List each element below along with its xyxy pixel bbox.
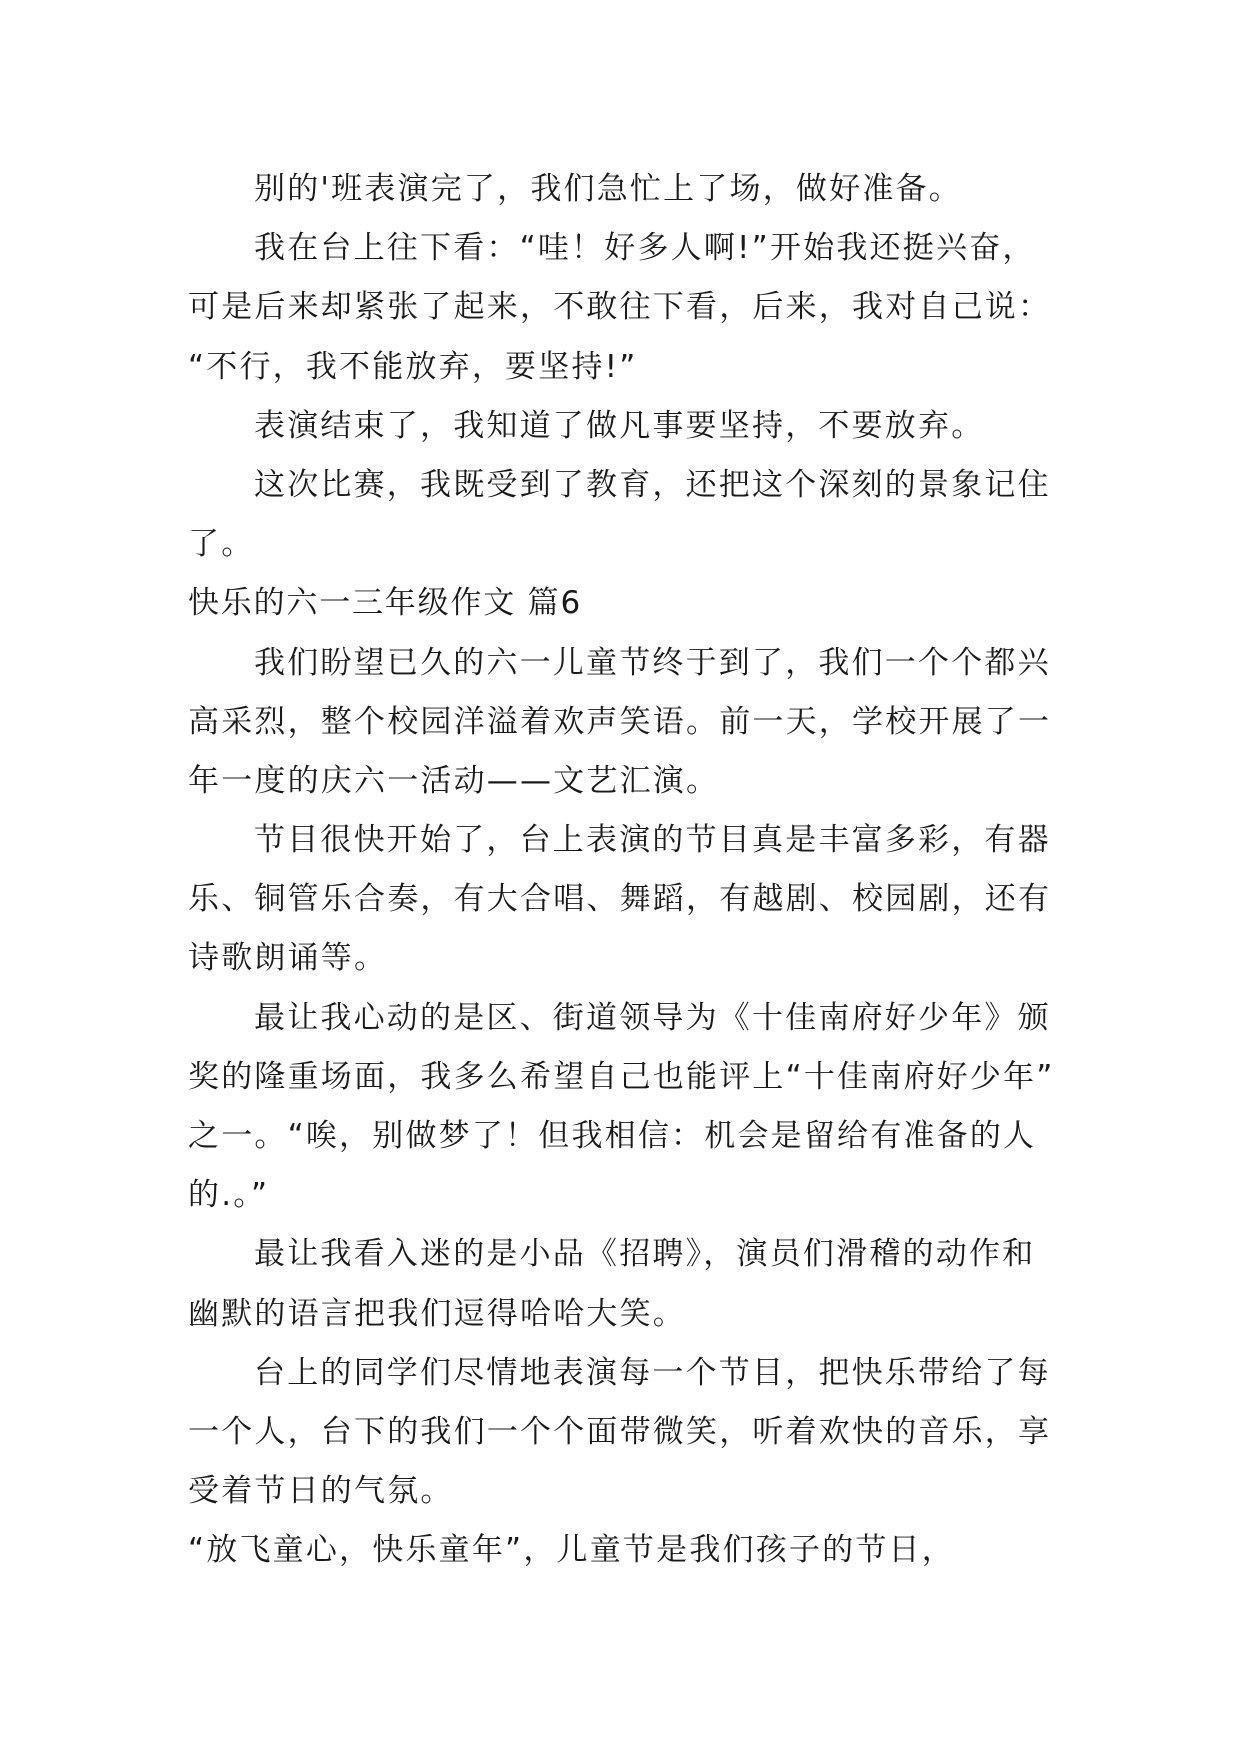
- paragraph-line: 乐、铜管乐合奏，有大合唱、舞蹈，有越剧、校园剧，还有: [188, 881, 1052, 918]
- paragraph-line: 年一度的庆六一活动——文艺汇演。: [188, 762, 720, 799]
- paragraph-line: 幽默的语言把我们逗得哈哈大笑。: [188, 1295, 686, 1332]
- paragraph-line: 节目很快开始了，台上表演的节目真是丰富多彩，有器: [254, 822, 1051, 859]
- paragraph-line: “放飞童心，快乐童年”，儿童节是我们孩子的节日，: [188, 1532, 955, 1569]
- paragraph-line: 这次比赛，我既受到了教育，还把这个深刻的景象记住: [254, 466, 1051, 503]
- paragraph-line: 可是后来却紧张了起来，不敢往下看，后来，我对自己说：: [188, 289, 1052, 326]
- paragraph-line: 了。: [188, 526, 255, 563]
- paragraph-line: 的.。”: [188, 1177, 270, 1214]
- paragraph-line: 我在台上往下看：“哇！好多人啊!”开始我还挺兴奋，: [254, 230, 1036, 267]
- paragraph-line: 最让我看入迷的是小品《招聘》，演员们滑稽的动作和: [254, 1236, 1036, 1273]
- paragraph-line: 奖的隆重场面，我多么希望自己也能评上“十佳南府好少年”: [188, 1058, 1055, 1095]
- paragraph-line: 之一。“唉，别做梦了！但我相信：机会是留给有准备的人: [188, 1118, 1037, 1154]
- paragraph-line: 一个人，台下的我们一个个面带微笑，听着欢快的音乐，享: [188, 1413, 1052, 1450]
- paragraph-line: 表演结束了，我知道了做凡事要坚持，不要放弃。: [254, 407, 985, 444]
- paragraph-line: 最让我心动的是区、街道领导为《十佳南府好少年》颁: [254, 999, 1051, 1036]
- paragraph-line: 我们盼望已久的六一儿童节终于到了，我们一个个都兴: [254, 644, 1051, 681]
- paragraph-line: 诗歌朗诵等。: [188, 940, 388, 977]
- section-heading: 快乐的六一三年级作文 篇6: [188, 585, 582, 622]
- paragraph-line: “不行，我不能放弃，要坚持!”: [188, 348, 638, 385]
- paragraph-line: 别的'班表演完了，我们急忙上了场，做好准备。: [254, 171, 962, 207]
- paragraph-line: 高采烈，整个校园洋溢着欢声笑语。前一天，学校开展了一: [188, 703, 1052, 740]
- paragraph-line: 台上的同学们尽情地表演每一个节目，把快乐带给了每: [254, 1354, 1051, 1391]
- paragraph-line: 受着节日的气氛。: [188, 1473, 454, 1510]
- article-body: [188, 160, 1063, 1581]
